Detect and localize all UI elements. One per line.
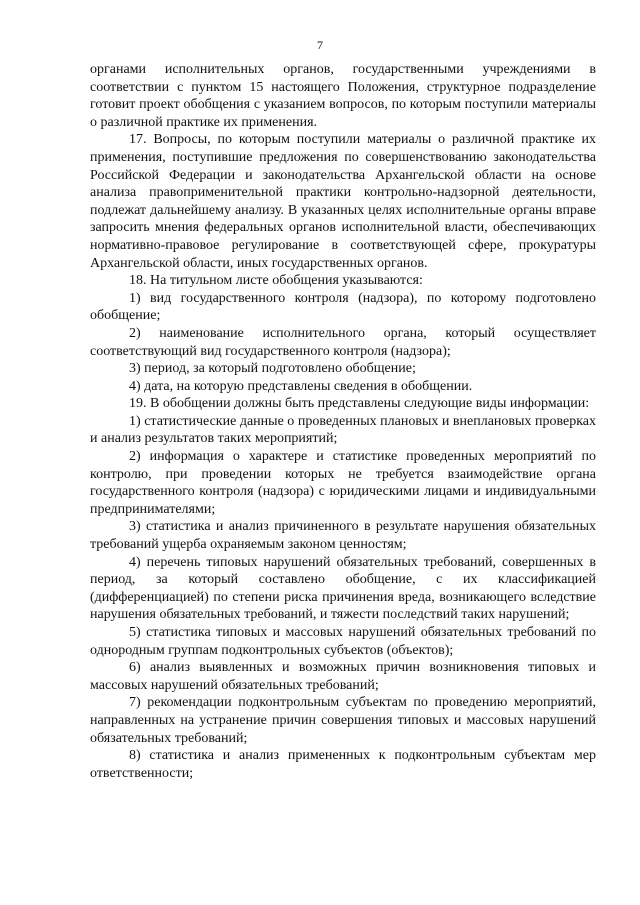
list-item: 6) анализ выявленных и возможных причин возникновения типовых и массовых нарушений обязательных требований; (90, 660, 596, 693)
list-item: 2) информация о характере и статистике проведенных мероприятий по контролю, при проведении которых не требуется взаимодействие органа государственного контроля (надзора) с юридическими лицами и индивидуальными предпринимателями; (90, 449, 596, 517)
paragraph-item-19: 19. В обобщении должны быть представлены следующие виды информации: (129, 396, 590, 412)
list-item: 1) вид государственного контроля (надзора), по которому подготовлено обобщение; (90, 290, 596, 324)
list-item: 2) наименование исполнительного органа, который осуществляет соответствующий вид государственного контроля (надзора); (90, 325, 596, 359)
list-item: 4) дата, на которую представлены сведения в обобщении. (129, 378, 473, 394)
list-item: 8) статистика и анализ примененных к подконтрольным субъектам мер ответственности; (90, 748, 596, 781)
list-item: 4) перечень типовых нарушений обязательных требований, совершенных в период, за который составлено обобщение, с их классификацией (дифференциацией) по степени риска причинения вреда, возникающего вследствие нарушения обязательных требований, и тяжести последствий таких нарушений; (90, 554, 596, 623)
page-number: 7 (317, 38, 323, 52)
list-item: 3) статистика и анализ причиненного в результате нарушения обязательных требований ущерба охраняемым законом ценностям; (90, 519, 596, 553)
paragraph-continuation: органами исполнительных органов, государственными учреждениями в соответствии с пунктом 15 настоящего Положения, структурное подразделение готовит проект обобщения с указанием вопросов, по которым поступили материалы о различной практике их применения. (90, 62, 596, 130)
list-item: 3) период, за который подготовлено обобщение; (129, 361, 416, 377)
list-item: 7) рекомендации подконтрольным субъектам по проведению мероприятий, направленных на устранение причин совершения типовых и массовых нарушений обязательных требований; (90, 695, 596, 746)
list-item: 1) статистические данные о проведенных плановых и внеплановых проверках и анализ результатов таких мероприятий; (90, 413, 596, 447)
paragraph-item-18: 18. На титульном листе обобщения указываются: (129, 273, 423, 289)
document-body (90, 61, 596, 782)
list-item: 5) статистика типовых и массовых нарушений обязательных требований по однородным группам подконтрольных субъектов (объектов); (90, 625, 596, 658)
paragraph-item-17: 17. Вопросы, по которым поступили материалы о различной практике их применения, поступившие предложения по совершенствованию законодательства Российской Федерации и законодательства Архангельской области на основе анализа правоприменительной практики контрольно-надзорной деятельности, подлежат дальнейшему анализу. В указанных целях исполнительные органы вправе запросить мнения федеральных органов исполнительной власти, обеспечивающих нормативно-правовое регулирование в соответствующей сфере, прокуратуры Архангельской области, иных государственных органов. (90, 132, 596, 271)
